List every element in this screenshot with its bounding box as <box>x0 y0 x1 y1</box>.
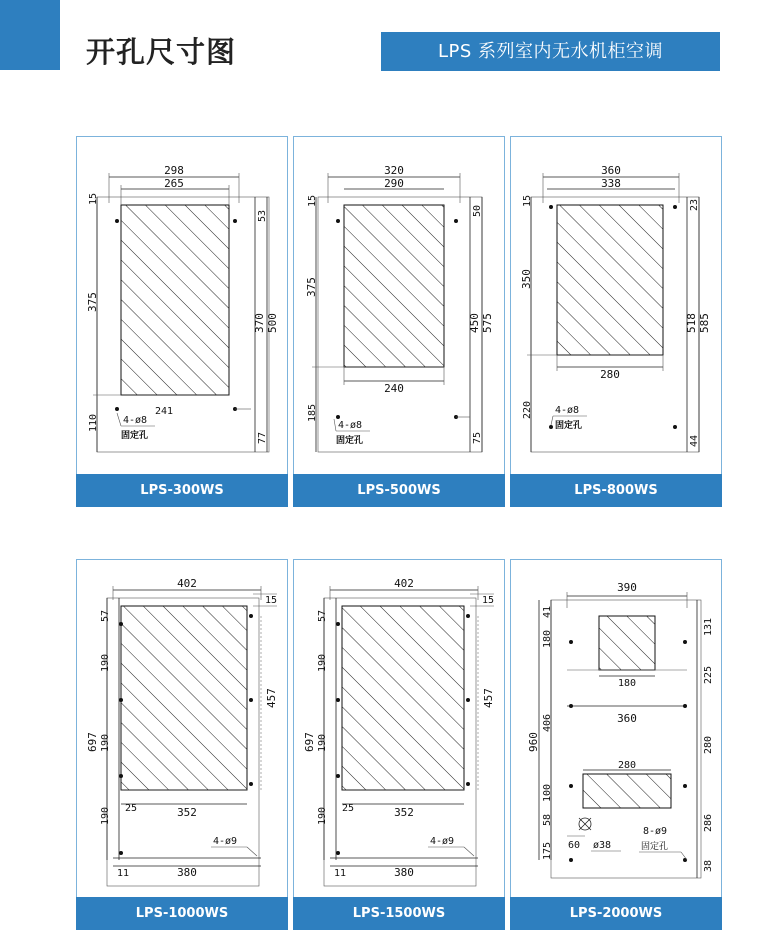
dim-top-hole: 15 <box>307 194 318 207</box>
note-label: 固定孔 <box>336 436 364 446</box>
cutout-area <box>344 205 444 367</box>
dim-left-edge: 25 <box>125 803 138 814</box>
note-label: 固定孔 <box>121 431 149 441</box>
dim-cut-width: 352 <box>177 806 197 819</box>
dim-right-131: 131 <box>703 617 714 636</box>
dim-left-41: 41 <box>542 605 553 618</box>
model-label: LPS-300WS <box>76 474 288 507</box>
note-holes: 4-ø8 <box>338 420 363 431</box>
dim-left-c: 190 <box>317 806 328 825</box>
dim-top-hole: 15 <box>88 192 99 205</box>
cutout-drawing-lps-1000ws <box>77 560 289 900</box>
dim-right-mid: 457 <box>482 688 495 708</box>
dim-pipe-dia: ø38 <box>593 840 612 851</box>
note-label: 固定孔 <box>555 421 583 431</box>
dim-top-right: 50 <box>472 204 483 217</box>
cutout-drawing-lps-1500ws <box>294 560 506 900</box>
dim-left-a: 190 <box>317 653 328 672</box>
cutout-drawing-lps-2000ws <box>511 560 723 900</box>
dim-left-c: 190 <box>100 806 111 825</box>
cutout-card-lps-1000ws <box>76 559 288 930</box>
note-holes: 4-ø9 <box>213 836 238 847</box>
cutout-area <box>342 606 464 790</box>
dim-right-outer: 585 <box>698 313 711 333</box>
dim-left-58: 58 <box>542 813 553 826</box>
dim-right-280: 280 <box>703 735 714 754</box>
dim-cut-width: 265 <box>164 177 184 190</box>
dim-left-mid: 375 <box>305 277 318 297</box>
cutout-area-upper <box>599 616 655 670</box>
cutout-drawing-lps-800ws <box>511 137 723 477</box>
cutout-area-lower <box>583 774 671 808</box>
model-label: LPS-800WS <box>510 474 722 507</box>
dim-bottom-width: 380 <box>177 866 197 879</box>
dim-bottom-hole: 11 <box>334 868 347 879</box>
dim-left-b: 190 <box>100 733 111 752</box>
dim-left-edge: 25 <box>342 803 355 814</box>
dim-cut2-width: 280 <box>617 760 637 771</box>
dim-left-960: 960 <box>527 732 540 752</box>
dim-left-180: 180 <box>542 629 553 648</box>
dim-left-total: 697 <box>86 732 99 752</box>
dim-bottom-cut: 280 <box>600 368 620 381</box>
note-label: 固定孔 <box>641 842 669 852</box>
dim-bottom-right: 77 <box>257 431 268 444</box>
series-banner: LPS 系列室内无水机柜空调 <box>381 32 720 71</box>
dim-left-a: 190 <box>100 653 111 672</box>
dim-top-right: 23 <box>689 198 700 211</box>
dim-bottom-cut: 240 <box>384 382 404 395</box>
dim-left-406: 406 <box>542 713 553 732</box>
dim-left-100: 100 <box>542 783 553 802</box>
cutout-card-lps-1500ws <box>293 559 505 930</box>
cutout-drawing-lps-500ws <box>294 137 506 477</box>
model-label: LPS-500WS <box>293 474 505 507</box>
dim-right-outer: 575 <box>481 313 494 333</box>
cutout-card-lps-300ws <box>76 136 288 507</box>
note-holes: 4-ø8 <box>123 415 148 426</box>
dim-right-225: 225 <box>703 665 714 684</box>
dim-left-b: 190 <box>317 733 328 752</box>
header-accent-block <box>0 0 60 70</box>
dim-top-hole: 15 <box>522 194 533 207</box>
dim-outer-width: 360 <box>601 164 621 177</box>
dim-left-mid: 350 <box>520 269 533 289</box>
cutout-drawing-lps-300ws <box>77 137 289 477</box>
dim-left-total: 697 <box>303 732 316 752</box>
dim-cut1-width: 180 <box>617 678 637 689</box>
dim-cut-width: 338 <box>601 177 621 190</box>
dim-bottom-left: 185 <box>307 403 318 422</box>
dim-right-286: 286 <box>703 813 714 832</box>
model-label: LPS-1500WS <box>293 897 505 930</box>
note-holes: 8-ø9 <box>643 826 668 837</box>
dim-top-right: 53 <box>257 209 268 222</box>
dim-bottom-right: 44 <box>689 434 700 447</box>
dim-outer-width: 320 <box>384 164 404 177</box>
dim-left-175: 175 <box>542 841 553 860</box>
model-label: LPS-2000WS <box>510 897 722 930</box>
dim-right-inner: 370 <box>253 313 266 333</box>
dim-left-mid: 375 <box>86 292 99 312</box>
dim-right-inner: 518 <box>685 313 698 333</box>
dim-outer-width: 298 <box>164 164 184 177</box>
page-title: 开孔尺寸图 <box>86 35 237 69</box>
dim-cut-width: 290 <box>384 177 404 190</box>
cutout-card-lps-800ws <box>510 136 722 507</box>
dim-mid-width: 360 <box>617 712 637 725</box>
dim-right-mid: 457 <box>265 688 278 708</box>
cutout-area <box>121 606 247 790</box>
dim-bottom-left: 220 <box>522 400 533 419</box>
dim-bottom-width: 380 <box>394 866 414 879</box>
dim-right-38: 38 <box>703 859 714 872</box>
dim-cut-width: 352 <box>394 806 414 819</box>
cutout-card-lps-2000ws <box>510 559 722 930</box>
dim-right-outer: 500 <box>266 313 279 333</box>
dim-hole-offset: 60 <box>568 840 581 851</box>
dim-top-width: 402 <box>177 577 197 590</box>
dim-right-inner: 450 <box>468 313 481 333</box>
dim-bottom-right: 75 <box>472 431 483 444</box>
dim-left-top: 57 <box>100 609 111 622</box>
cutout-card-lps-500ws <box>293 136 505 507</box>
dim-left-top: 57 <box>317 609 328 622</box>
dim-top-right: 15 <box>482 595 495 606</box>
dim-bottom-hole: 11 <box>117 868 130 879</box>
model-label: LPS-1000WS <box>76 897 288 930</box>
dim-top-right: 15 <box>265 595 278 606</box>
note-holes: 4-ø8 <box>555 405 580 416</box>
dim-top-width: 402 <box>394 577 414 590</box>
cutout-area <box>121 205 229 395</box>
dim-top-width: 390 <box>617 581 637 594</box>
dim-bottom-left: 110 <box>88 413 99 432</box>
dim-bottom-cut: 241 <box>154 406 174 417</box>
note-holes: 4-ø9 <box>430 836 455 847</box>
cutout-area <box>557 205 663 355</box>
